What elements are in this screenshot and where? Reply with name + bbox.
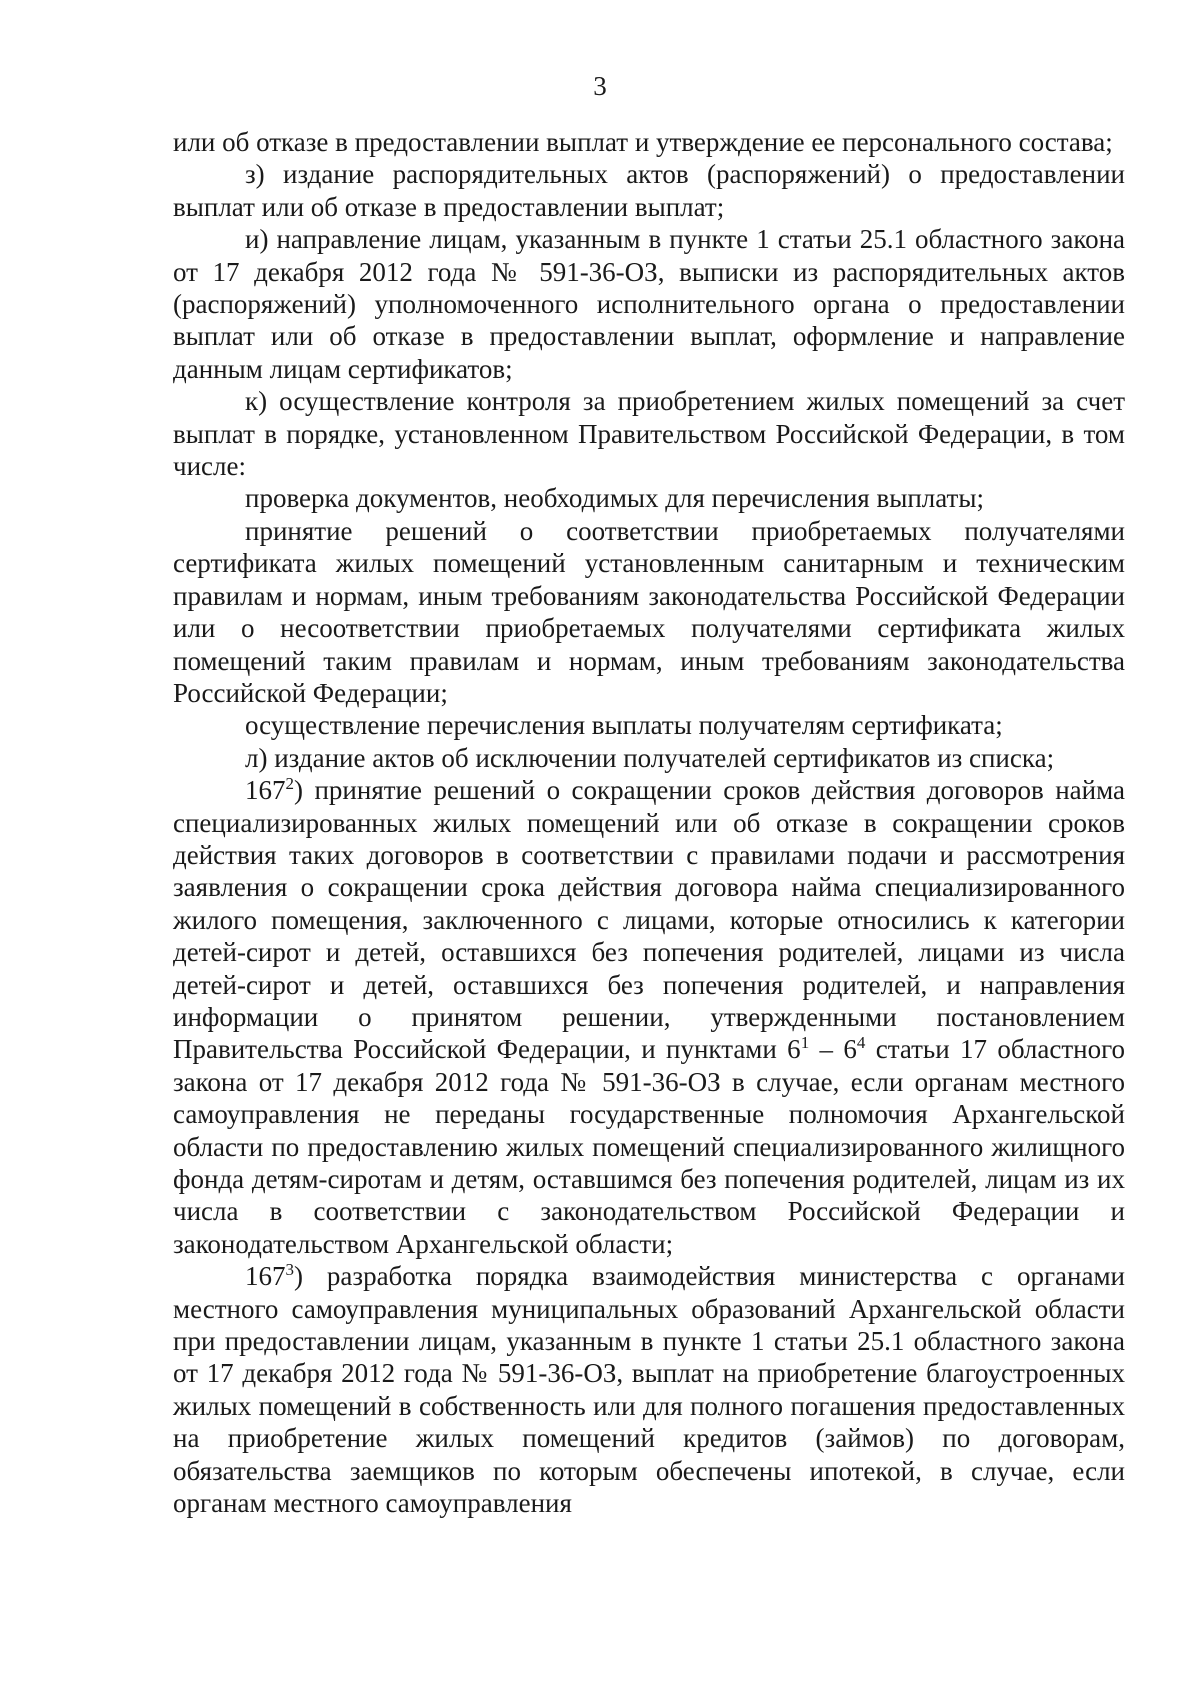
point-superscript-start: 1 <box>800 1033 810 1053</box>
page-number: 3 <box>593 71 607 101</box>
item-text-part-b: статьи 17 областного закона от 17 декабря 2012 года № 591-36-ОЗ в случае, если органам местного самоуправления не переданы государственные полномочия Архангельской области по предоставлению жилых помещений специализированного жилищного фонда детям-сиротам и детям, оставшимся без попечения родителей, лицам из их числа в соответствии с законодательством Российской Федерации и законодательством Архангельской области; <box>173 1034 1126 1259</box>
item-number: 167 <box>245 775 286 806</box>
item-number-superscript: 2 <box>285 774 294 794</box>
paragraph-item-167-3 <box>173 1260 1125 1519</box>
paragraph-item-k: к) осуществление контроля за приобретением жилых помещений за счет выплат в порядке, установленном Правительством Российской Федерации, в том числе: <box>173 386 1125 482</box>
paragraph-payment-transfer: осуществление перечисления выплаты получателям сертификата; <box>245 710 1003 741</box>
point-range-dash: – 6 <box>809 1034 857 1065</box>
paragraph-item-i: и) направление лицам, указанным в пункте 1 статьи 25.1 областного закона от 17 декабря 2012 года № 591-36-ОЗ, выписки из распорядительных актов (распоряжений) уполномоченного исполнительного органа о предоставлении выплат или об отказе в предоставлении выплат, оформление и направление данным лицам сертификатов; <box>173 224 1125 384</box>
paragraph-item-l: л) издание актов об исключении получателей сертификатов из списка; <box>245 742 1055 773</box>
paragraph-decision-compliance: принятие решений о соответствии приобретаемых получателями сертификата жилых помещений установленным санитарным и техническим правилам и нормам, иным требованиям законодательства Российской Федерации или о несоответствии приобретаемых получателями сертификата жилых помещений таким правилам и нормам, иным требованиям законодательства Российской Федерации; <box>173 515 1125 708</box>
item-number: 167 <box>245 1261 286 1292</box>
item-number-superscript: 3 <box>285 1260 294 1280</box>
paragraph-document-check: проверка документов, необходимых для перечисления выплаты; <box>245 483 984 514</box>
point-superscript-end: 4 <box>856 1033 866 1053</box>
item-text: ) разработка порядка взаимодействия министерства с органами местного самоуправления муниципальных образований Архангельской области при предоставлении лицам, указанным в пункте 1 статьи 25.1 областного закона от 17 декабря 2012 года № 591-36-ОЗ, выплат на приобретение благоустроенных жилых помещений в собственность или для полного погашения предоставленных на приобретение жилых помещений кредитов (займов) по договорам, обязательства заемщиков по которым обеспечены ипотекой, в случае, если органам местного самоуправления <box>173 1261 1125 1519</box>
document-body <box>173 126 1125 1519</box>
paragraph-item-167-2 <box>173 774 1125 1260</box>
paragraph-continuation: или об отказе в предоставлении выплат и утверждение ее персонального состава; <box>173 127 1113 157</box>
item-text-part-a: ) принятие решений о сокращении сроков действия договоров найма специализированных жилых помещений или об отказе в сокращении сроков действия таких договоров в соответствии с правилами подачи и рассмотрения заявления о сокращении срока действия договора найма специализированного жилого помещения, заключенного с лицами, которые относились к категории детей-сирот и детей, оставшихся без попечения родителей, лицами из числа детей-сирот и детей, оставшихся без попечения родителей, и направления информации о принятом решении, утвержденными постановлением Правительства Российской Федерации, и пунктами 6 <box>173 775 1125 1065</box>
paragraph-item-z: з) издание распорядительных актов (распоряжений) о предоставлении выплат или об отказе в предоставлении выплат; <box>173 159 1125 222</box>
